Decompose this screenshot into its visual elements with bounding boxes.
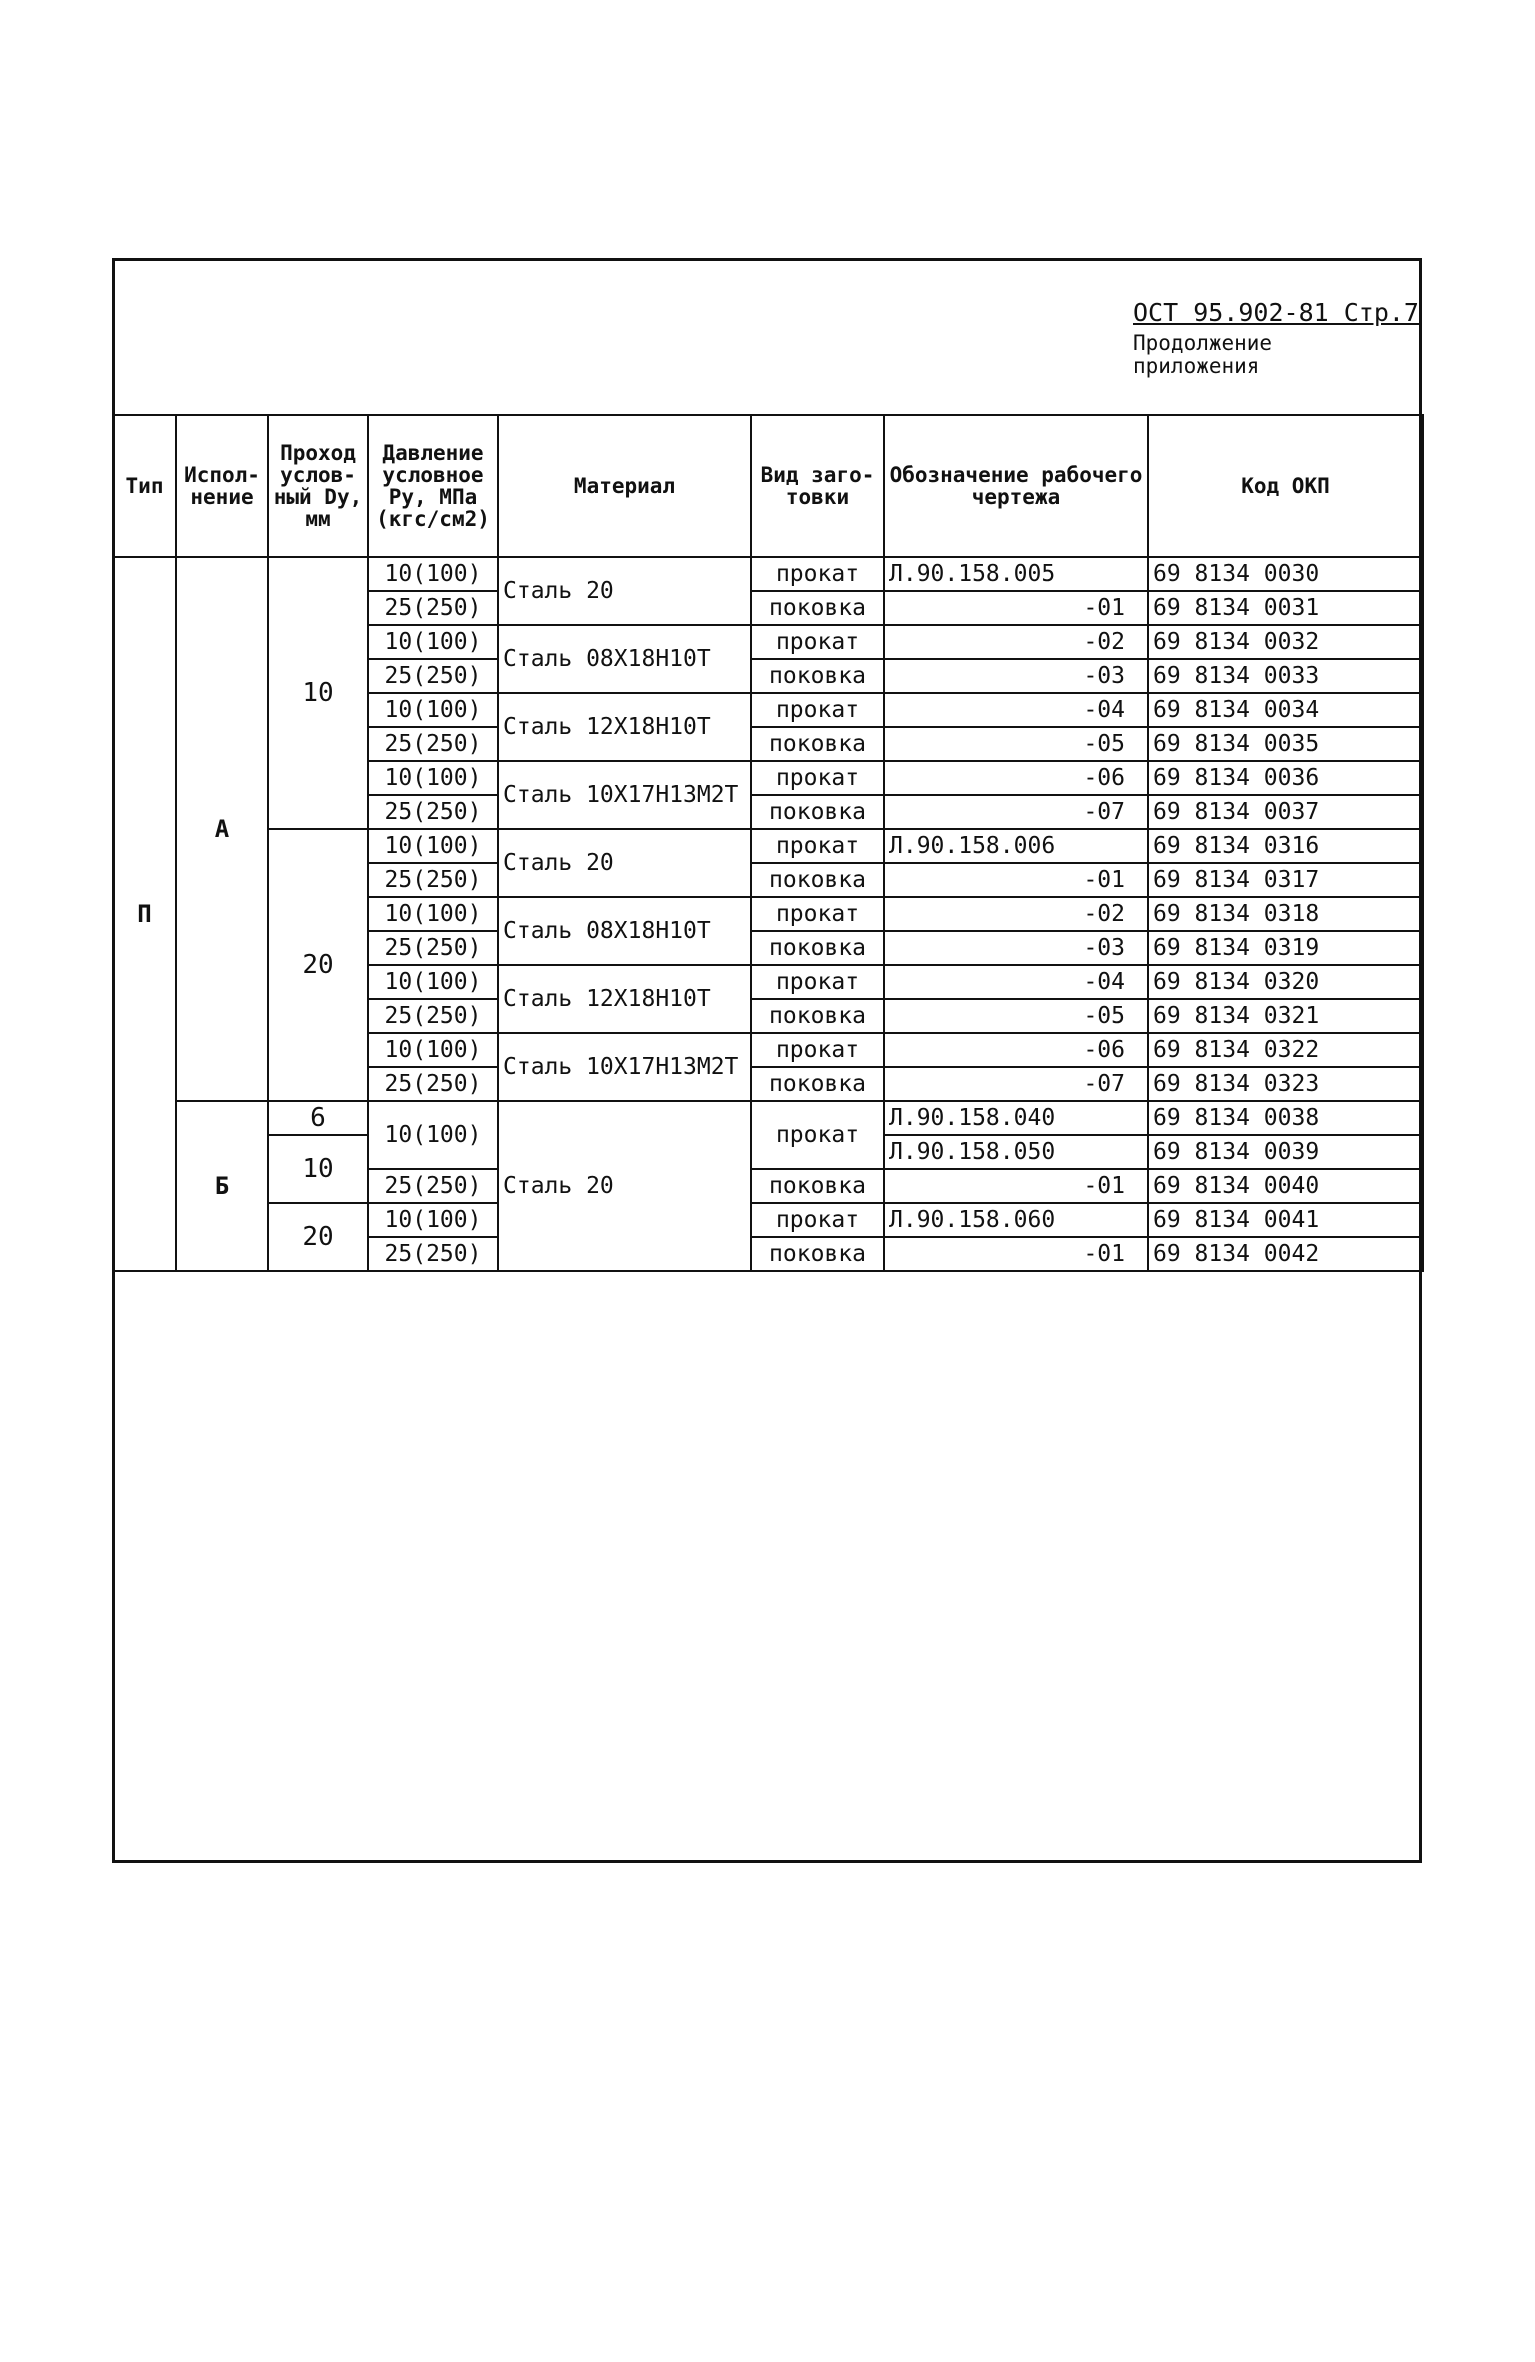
blank-cell: прокат (751, 557, 884, 591)
okp-cell: 69 8134 0322 (1148, 1033, 1423, 1067)
blank-cell: прокат (751, 829, 884, 863)
pressure-cell: 10(100) (368, 965, 498, 999)
pressure-cell: 25(250) (368, 931, 498, 965)
okp-cell: 69 8134 0030 (1148, 557, 1423, 591)
okp-cell: 69 8134 0316 (1148, 829, 1423, 863)
blank-cell: поковка (751, 1169, 884, 1203)
blank-cell: прокат (751, 761, 884, 795)
drawing-cell: Л.90.158.060 (884, 1203, 1148, 1237)
material-cell: Сталь 10Х17Н13М2Т (498, 1033, 751, 1101)
execution-b-cell: Б (176, 1101, 268, 1271)
okp-cell: 69 8134 0034 (1148, 693, 1423, 727)
drawing-cell: -07 (884, 795, 1148, 829)
standard-reference: ОСТ 95.902-81 Стр.7 (1133, 298, 1419, 327)
col-header-material: Материал (498, 415, 751, 557)
pressure-cell: 10(100) (368, 1033, 498, 1067)
passage-cell: 20 (268, 829, 368, 1101)
pressure-cell: 10(100) (368, 625, 498, 659)
pressure-cell: 10(100) (368, 897, 498, 931)
okp-cell: 69 8134 0039 (1148, 1135, 1423, 1169)
passage-cell: 10 (268, 557, 368, 829)
drawing-cell: -07 (884, 1067, 1148, 1101)
okp-cell: 69 8134 0037 (1148, 795, 1423, 829)
pressure-cell: 25(250) (368, 1169, 498, 1203)
table-row (113, 557, 1423, 591)
drawing-cell: -02 (884, 625, 1148, 659)
blank-cell: прокат (751, 1101, 884, 1169)
drawing-cell: Л.90.158.050 (884, 1135, 1148, 1169)
drawing-cell: -03 (884, 931, 1148, 965)
blank-cell: прокат (751, 625, 884, 659)
drawing-cell: Л.90.158.006 (884, 829, 1148, 863)
col-header-pressure: Давление условное Ру, МПа (кгс/см2) (368, 415, 498, 557)
okp-cell: 69 8134 0031 (1148, 591, 1423, 625)
blank-cell: поковка (751, 863, 884, 897)
pressure-cell: 25(250) (368, 795, 498, 829)
continuation-note (1133, 332, 1272, 378)
type-cell: П (113, 557, 176, 1271)
blank-cell: прокат (751, 1203, 884, 1237)
pressure-cell: 25(250) (368, 591, 498, 625)
pressure-cell: 10(100) (368, 1101, 498, 1169)
pressure-cell: 25(250) (368, 727, 498, 761)
continuation-line-2: приложения (1133, 354, 1260, 378)
drawing-cell: Л.90.158.040 (884, 1101, 1148, 1135)
drawing-cell: -01 (884, 863, 1148, 897)
okp-cell: 69 8134 0041 (1148, 1203, 1423, 1237)
drawing-cell: -05 (884, 727, 1148, 761)
okp-cell: 69 8134 0040 (1148, 1169, 1423, 1203)
blank-cell: поковка (751, 999, 884, 1033)
drawing-cell: -01 (884, 1169, 1148, 1203)
pressure-cell: 10(100) (368, 1203, 498, 1237)
specification-table (112, 414, 1424, 1272)
okp-cell: 69 8134 0036 (1148, 761, 1423, 795)
drawing-cell: -06 (884, 1033, 1148, 1067)
table-row (113, 1101, 1423, 1135)
drawing-cell: -04 (884, 965, 1148, 999)
okp-cell: 69 8134 0033 (1148, 659, 1423, 693)
okp-cell: 69 8134 0042 (1148, 1237, 1423, 1271)
material-cell: Сталь 20 (498, 557, 751, 625)
blank-cell: поковка (751, 1067, 884, 1101)
passage-cell: 10 (268, 1135, 368, 1203)
passage-cell: 20 (268, 1203, 368, 1271)
okp-cell: 69 8134 0319 (1148, 931, 1423, 965)
material-cell: Сталь 12Х18Н10Т (498, 693, 751, 761)
drawing-cell: -04 (884, 693, 1148, 727)
blank-cell: поковка (751, 591, 884, 625)
col-header-execution: Испол- нение (176, 415, 268, 557)
drawing-cell: -05 (884, 999, 1148, 1033)
material-cell: Сталь 20 (498, 829, 751, 897)
drawing-cell: -01 (884, 591, 1148, 625)
blank-cell: прокат (751, 1033, 884, 1067)
col-header-drawing: Обозначение рабочего чертежа (884, 415, 1148, 557)
col-header-okp: Код ОКП (1148, 415, 1423, 557)
blank-cell: поковка (751, 1237, 884, 1271)
okp-cell: 69 8134 0032 (1148, 625, 1423, 659)
pressure-cell: 25(250) (368, 1067, 498, 1101)
pressure-cell: 25(250) (368, 1237, 498, 1271)
blank-cell: поковка (751, 727, 884, 761)
okp-cell: 69 8134 0038 (1148, 1101, 1423, 1135)
okp-cell: 69 8134 0035 (1148, 727, 1423, 761)
okp-cell: 69 8134 0318 (1148, 897, 1423, 931)
okp-cell: 69 8134 0323 (1148, 1067, 1423, 1101)
pressure-cell: 10(100) (368, 829, 498, 863)
drawing-cell: -06 (884, 761, 1148, 795)
drawing-cell: -02 (884, 897, 1148, 931)
pressure-cell: 10(100) (368, 761, 498, 795)
pressure-cell: 10(100) (368, 693, 498, 727)
table-header-row (113, 415, 1423, 557)
material-cell: Сталь 08Х18Н10Т (498, 625, 751, 693)
blank-cell: поковка (751, 795, 884, 829)
drawing-cell: -01 (884, 1237, 1148, 1271)
pressure-cell: 10(100) (368, 557, 498, 591)
blank-cell: прокат (751, 965, 884, 999)
blank-cell: прокат (751, 693, 884, 727)
drawing-cell: -03 (884, 659, 1148, 693)
material-cell: Сталь 12Х18Н10Т (498, 965, 751, 1033)
pressure-cell: 25(250) (368, 999, 498, 1033)
table-row (113, 1203, 1423, 1237)
pressure-cell: 25(250) (368, 659, 498, 693)
drawing-cell: Л.90.158.005 (884, 557, 1148, 591)
col-header-type: Тип (113, 415, 176, 557)
pressure-cell: 25(250) (368, 863, 498, 897)
col-header-passage: Проход услов- ный Dу, мм (268, 415, 368, 557)
continuation-line-1: Продолжение (1133, 331, 1273, 355)
okp-cell: 69 8134 0317 (1148, 863, 1423, 897)
passage-cell: 6 (268, 1101, 368, 1135)
material-cell: Сталь 08Х18Н10Т (498, 897, 751, 965)
okp-cell: 69 8134 0320 (1148, 965, 1423, 999)
material-cell: Сталь 20 (498, 1101, 751, 1271)
blank-cell: прокат (751, 897, 884, 931)
okp-cell: 69 8134 0321 (1148, 999, 1423, 1033)
blank-cell: поковка (751, 931, 884, 965)
material-cell: Сталь 10Х17Н13М2Т (498, 761, 751, 829)
table-row (113, 829, 1423, 863)
col-header-blank: Вид заго- товки (751, 415, 884, 557)
execution-a-cell: А (176, 557, 268, 1101)
blank-cell: поковка (751, 659, 884, 693)
